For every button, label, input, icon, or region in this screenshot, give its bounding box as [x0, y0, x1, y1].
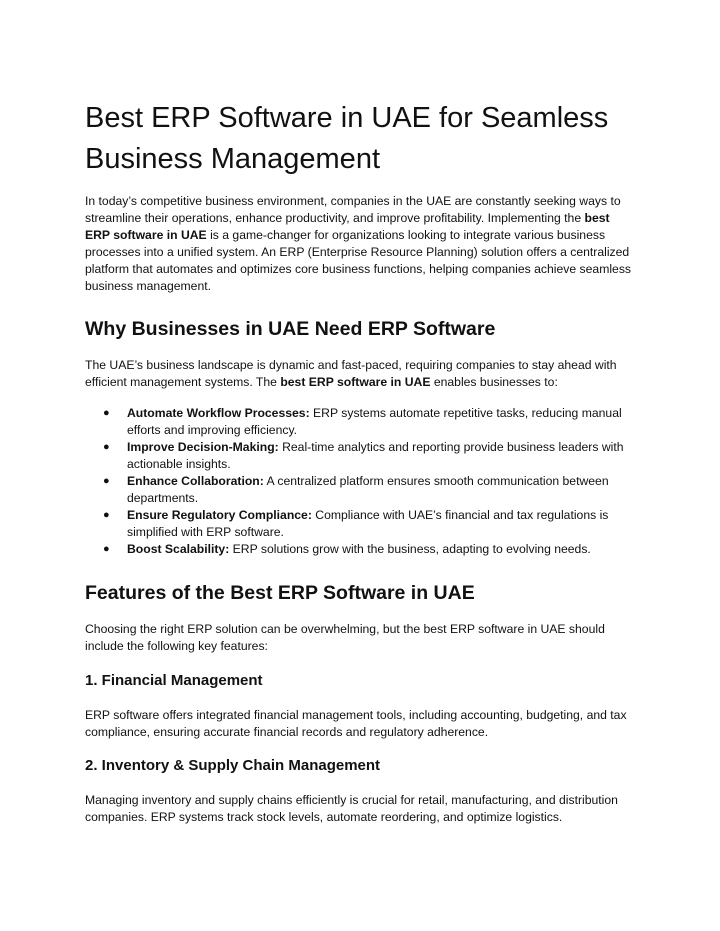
subheading-financial-management: 1. Financial Management [85, 672, 263, 689]
bullet-icon: ● [103, 407, 110, 419]
list-item-bold: Automate Workflow Processes: [127, 406, 310, 420]
section1-bold-keyword: best ERP software in UAE [280, 375, 431, 389]
bullet-icon: ● [103, 543, 110, 555]
section-heading-why-erp: Why Businesses in UAE Need ERP Software [85, 318, 496, 340]
subheading-inventory-supply-chain: 2. Inventory & Supply Chain Management [85, 757, 381, 774]
list-item-bold: Ensure Regulatory Compliance: [127, 508, 312, 522]
intro-text-2: is a game-changer for organizations looking to integrate various business processes into a unified system. An ERP (Enterprise Resource Planning) solution offers a centralized platform that automates and optimizes core business functions, helping companies achieve seamless business management. [85, 228, 632, 293]
list-item-bold: Boost Scalability: [127, 542, 230, 556]
section-heading-features: Features of the Best ERP Software in UAE [85, 582, 475, 604]
bullet-icon: ● [103, 509, 110, 521]
intro-paragraph [85, 193, 635, 295]
section2-paragraph: Choosing the right ERP solution can be overwhelming, but the best ERP software in UAE should include the following key features: [85, 622, 605, 653]
page-title: Best ERP Software in UAE for Seamless Business Management [85, 102, 609, 175]
intro-text-1: In today’s competitive business environment, companies in the UAE are constantly seeking ways to streamline their operations, enhance productivity, and improve profitability. Implementing the [85, 194, 621, 225]
list-item [85, 473, 635, 507]
section1-paragraph [85, 357, 635, 391]
list-item-text: Real-time analytics and reporting provide business leaders with actionable insights. [127, 440, 624, 471]
section1-text-1: The UAE’s business landscape is dynamic and fast-paced, requiring companies to stay ahead with efficient management systems. The [85, 358, 617, 389]
list-item [85, 507, 635, 541]
list-item-text: Compliance with UAE’s financial and tax regulations is simplified with ERP software. [127, 508, 609, 539]
financial-management-paragraph: ERP software offers integrated financial management tools, including accounting, budgeting, and tax compliance, ensuring accurate financial records and regulatory adherence. [85, 708, 627, 739]
list-item [85, 541, 635, 558]
list-item [85, 405, 635, 439]
benefits-list [85, 405, 635, 558]
list-item-text: ERP systems automate repetitive tasks, reducing manual efforts and improving efficiency. [127, 406, 622, 437]
bullet-icon: ● [103, 475, 110, 487]
section1-text-2: enables businesses to: [430, 375, 558, 389]
list-item [85, 439, 635, 473]
list-item-text: ERP solutions grow with the business, adapting to evolving needs. [229, 542, 591, 556]
list-item-bold: Improve Decision-Making: [127, 440, 279, 454]
intro-bold-keyword: best ERP software in UAE [85, 211, 610, 242]
list-item-text: A centralized platform ensures smooth communication between departments. [127, 474, 609, 505]
inventory-paragraph: Managing inventory and supply chains efficiently is crucial for retail, manufacturing, and distribution companies. ERP systems track stock levels, automate reordering, and optimize logistics. [85, 793, 618, 824]
list-item-bold: Enhance Collaboration: [127, 474, 264, 488]
bullet-icon: ● [103, 441, 110, 453]
